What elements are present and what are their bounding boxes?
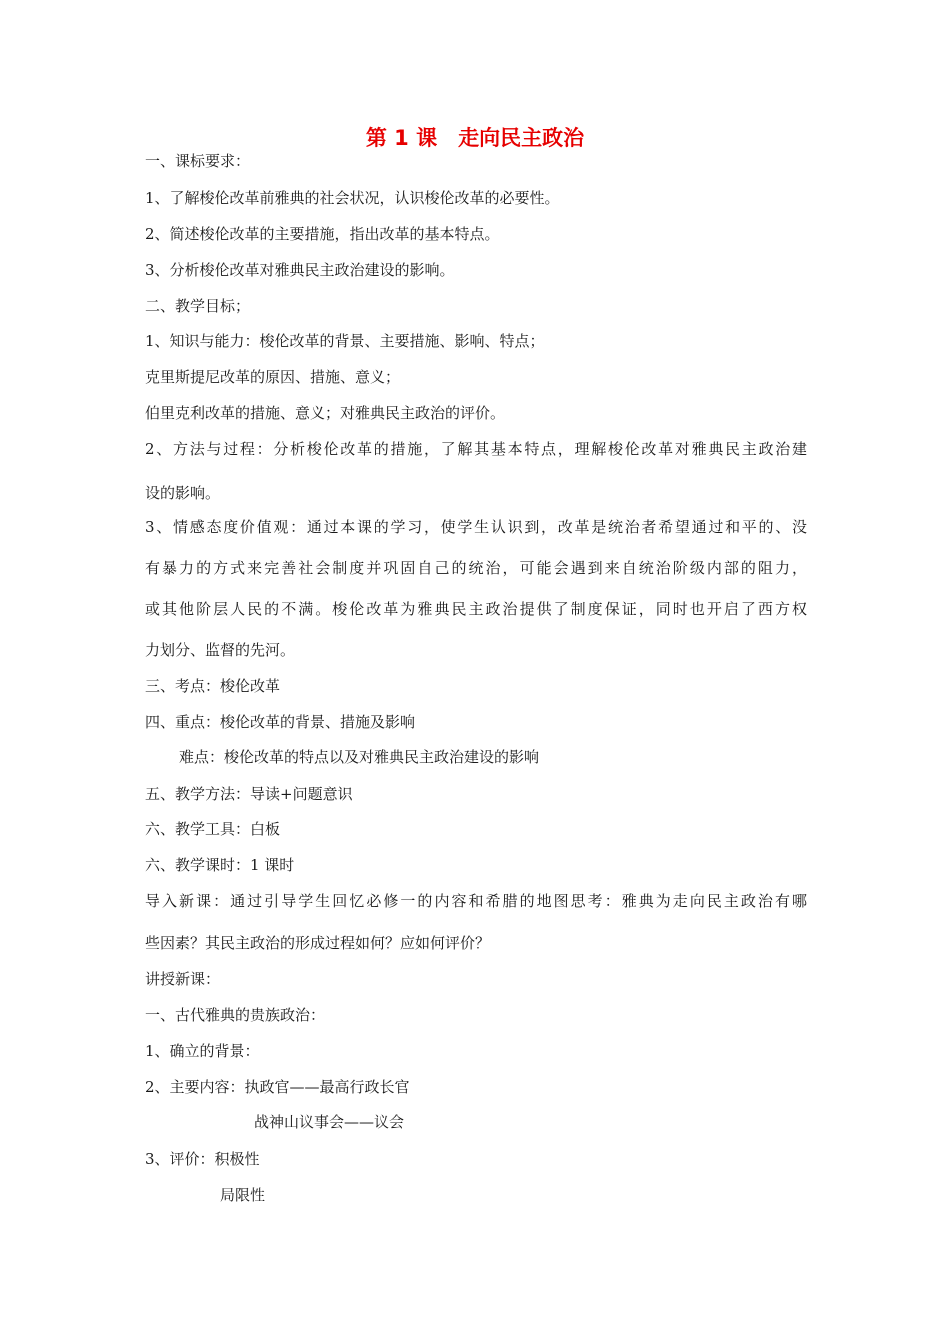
text-line: 有暴力的方式来完善社会制度并巩固自己的统治，可能会遇到来自统治阶级内部的阻力， — [145, 559, 807, 577]
text-line: 三、考点：梭伦改革 — [145, 677, 281, 695]
text-line: 3、情感态度价值观：通过本课的学习，使学生认识到，改革是统治者希望通过和平的、没 — [145, 518, 807, 536]
text-line: 2、简述梭伦改革的主要措施，指出改革的基本特点。 — [145, 225, 500, 243]
text-line: 难点：梭伦改革的特点以及对雅典民主政治建设的影响 — [179, 748, 540, 766]
text-line: 战神山议事会——议会 — [254, 1113, 405, 1131]
text-line: 2、主要内容：执政官——最高行政长官 — [145, 1078, 410, 1096]
text-line: 1、了解梭伦改革前雅典的社会状况，认识梭伦改革的必要性。 — [145, 189, 560, 207]
text-line: 六、教学课时：1 课时 — [145, 856, 295, 874]
text-line: 讲授新课： — [145, 970, 221, 988]
text-line: 1、知识与能力：梭伦改革的背景、主要措施、影响、特点； — [145, 332, 545, 350]
text-line: 3、分析梭伦改革对雅典民主政治建设的影响。 — [145, 261, 455, 279]
text-line: 或其他阶层人民的不满。梭伦改革为雅典民主政治提供了制度保证，同时也开启了西方权 — [145, 600, 807, 618]
text-line: 五、教学方法：导读+问题意识 — [145, 785, 353, 803]
text-line: 1、确立的背景： — [145, 1042, 260, 1060]
text-line: 四、重点：梭伦改革的背景、措施及影响 — [145, 713, 416, 731]
text-line: 二、教学目标； — [145, 297, 251, 315]
text-line: 一、课标要求： — [145, 152, 251, 170]
text-line: 局限性 — [220, 1186, 266, 1204]
text-line: 六、教学工具：白板 — [145, 820, 281, 838]
text-line: 一、古代雅典的贵族政治： — [145, 1006, 326, 1024]
text-line: 导入新课：通过引导学生回忆必修一的内容和希腊的地图思考：雅典为走向民主政治有哪 — [145, 892, 807, 910]
text-line: 设的影响。 — [145, 484, 221, 502]
text-line: 些因素？其民主政治的形成过程如何？应如何评价？ — [145, 934, 491, 952]
text-line: 伯里克利改革的措施、意义；对雅典民主政治的评价。 — [145, 404, 506, 422]
text-line: 2、方法与过程：分析梭伦改革的措施，了解其基本特点，理解梭伦改革对雅典民主政治建 — [145, 440, 807, 458]
text-line: 3、评价：积极性 — [145, 1150, 260, 1168]
text-line: 力划分、监督的先河。 — [145, 641, 296, 659]
text-line: 克里斯提尼改革的原因、措施、意义； — [145, 368, 401, 386]
page-title: 第 1 课 走向民主政治 — [365, 126, 585, 150]
